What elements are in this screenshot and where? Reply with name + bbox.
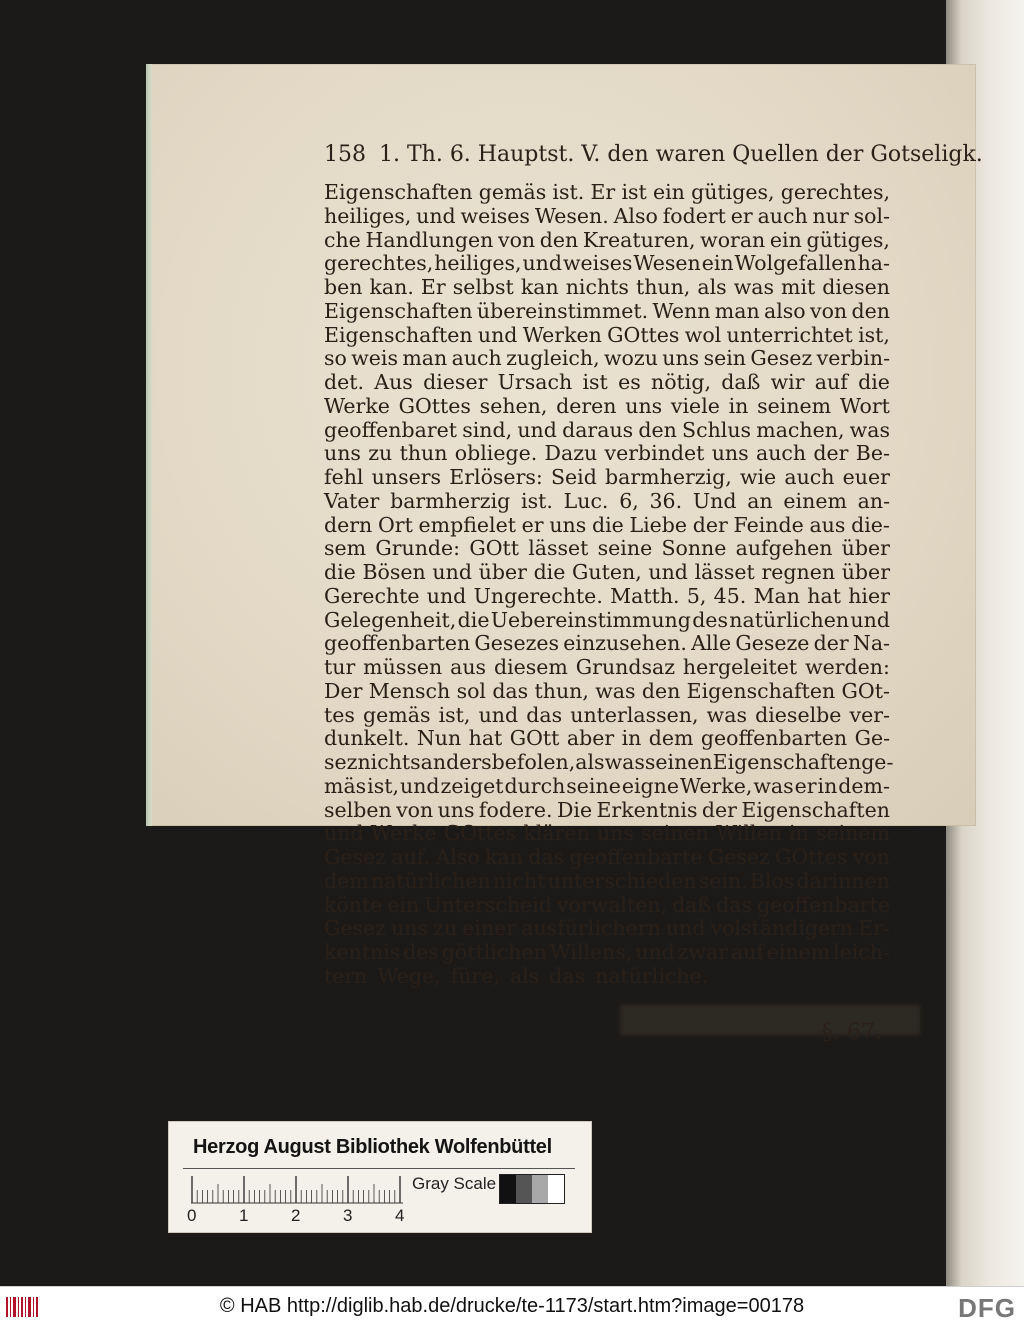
gray-swatch [500,1175,516,1203]
dfg-logo: DFG [958,1293,1016,1323]
text-line: mäs ist, und zeiget durch seine eigne Werke, was er in dem- [324,773,890,798]
running-title: 1. Th. 6. Hauptst. V. den waren Quellen der Gotseligk. [379,142,983,167]
text-line: selben von uns fodere. Die Erkentnis der Eigenschaften [324,797,890,822]
ruler-label: 1 [239,1206,249,1225]
footer-bar [0,1286,1024,1326]
ruler-labels [183,1206,423,1226]
ruler-label: 2 [291,1206,301,1225]
card-title: Herzog August Bibliothek Wolfenbüttel [193,1136,552,1158]
text-line: Gesez uns zu einer ausfürlichern und volständigern Er- [324,916,890,941]
catchword: §. 67. [822,1020,882,1045]
text-line: ben kan. Er selbst kan nichts thun, als was mit diesen [324,275,890,299]
gray-scale-label: Gray Scale [412,1174,497,1193]
text-line: und Werke GOttes klären uns seinen Willen in seinem [324,821,890,846]
ruler-label: 0 [187,1206,197,1225]
card-divider [183,1168,575,1169]
running-header [324,142,983,176]
gray-swatch [532,1175,548,1203]
gray-swatch [548,1175,564,1203]
text-line: Gelegenheit, die Uebereinstimmung des natürlichen und [324,607,890,632]
text-line: Gerechte und Ungerechte. Matth. 5, 45. Man hat hier [324,583,890,608]
text-line: tern Wege, füre, als das natürliche. [324,963,709,988]
text-line: uns zu thun obliege. Dazu verbindet uns auch der Be- [324,441,890,466]
gray-swatch [516,1175,532,1203]
text-line: Werke GOttes sehen, deren uns viele in seinem Wort [324,393,890,418]
text-line: gerechtes, heiliges, und weises Wesen ein Wolgefallen ha- [324,251,890,276]
text-line: die Bösen und über die Guten, und lässet regnen über [324,560,890,584]
ruler-label: 4 [395,1206,405,1225]
text-line: sem Grunde: GOtt lässet seine Sonne aufgehen über [324,536,890,561]
text-line: geoffenbaret sind, und daraus den Schlus machen, was [324,417,890,442]
text-line: geoffenbarten Gesezes einzusehen. Alle Geseze der Na- [324,631,890,656]
text-line: könte ein Unterscheid vorwalten, daß das geoffenbarte [324,892,890,917]
text-line: Vater barmherzig ist. Luc. 6, 36. Und an einem an- [324,488,890,513]
text-line: det. Aus dieser Ursach ist es nötig, daß wir auf die [324,370,890,394]
text-line: tur müssen aus diesem Grundsaz hergeleitet werden: [324,655,890,679]
text-line: che Handlungen von den Kreaturen, woran ein gütiges, [324,227,890,252]
text-line: dunkelt. Nun hat GOtt aber in dem geoffenbarten Ge- [324,726,890,751]
text-line: dern Ort empfielet er uns die Liebe der Feinde aus die- [324,512,890,537]
text-line: heiliges, und weises Wesen. Also fodert er auch nur sol- [324,203,890,228]
copyright-link[interactable]: © HAB http://diglib.hab.de/drucke/te-1173/start.htm?image=00178 [219,1295,805,1317]
body-text [324,180,894,989]
text-line: so weis man auch zugleich, wozu uns sein Gesez verbin- [324,346,890,371]
text-line: fehl unsers Erlösers: Seid barmherzig, wie auch euer [324,465,890,489]
text-line: Der Mensch sol das thun, was den Eigenschaften GOt- [324,678,890,703]
ruler-scale [191,1176,403,1204]
page-edge [146,64,152,826]
text-line: Eigenschaften gemäs ist. Er ist ein gütiges, gerechtes, [324,180,890,204]
text-line: dem natürlichen nicht unterschieden sein. Blos darinnen [324,868,890,893]
text-line: Eigenschaften und Werken GOttes wol unterrichtet ist, [324,322,890,347]
library-color-card [168,1121,592,1233]
page-number: 158 [324,142,366,167]
text-line: Eigenschaften übereinstimmet. Wenn man also von den [324,298,890,323]
text-line: kentnis des göttlichen Willens, und zwar auf einem leich- [324,940,890,964]
text-line: sez nichts anders befolen, als was seinen Eigenschaften ge- [324,750,894,774]
text-line: Gesez auf. Also kan das geoffenbarte Gesez GOttes von [324,845,890,869]
text-line: tes gemäs ist, und das unterlassen, was dieselbe ver- [324,702,890,727]
gray-scale-swatches [499,1174,565,1204]
ruler-label: 3 [343,1206,353,1225]
